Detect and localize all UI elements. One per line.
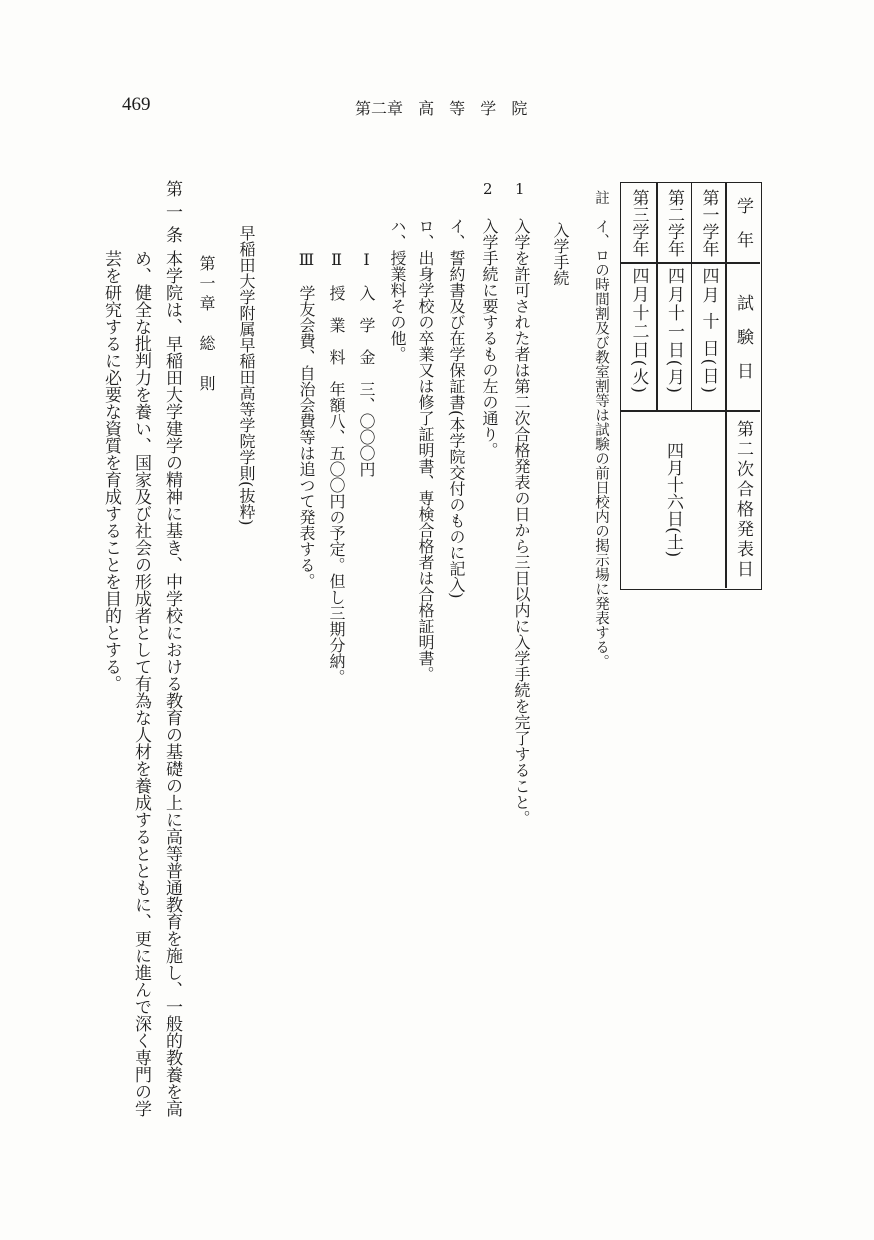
header-announcement: 第二次合格発表日 (733, 419, 753, 580)
requirement-certificate: ロ、出身学校の卒業又は修了証明書、専検合格者は合格証明書。 (416, 218, 435, 682)
fee-association (296, 250, 316, 589)
schedule-table (620, 182, 762, 590)
grade-first-year: 第一学年 (698, 188, 719, 257)
fee-numeral: Ⅰ (357, 250, 376, 269)
fee-label: 入 学 金 (357, 285, 376, 365)
grade-cell (692, 183, 725, 262)
article-line: 芸を研究するに必要な資質を育成することを目的とする。 (101, 250, 121, 692)
requirement-pledge: イ、誓約書及び在学保証書(本学院交付のものに記入) (447, 218, 466, 599)
grade-cell (621, 183, 656, 262)
fee-numeral: Ⅱ (327, 250, 346, 269)
item-number: 1 (515, 180, 525, 198)
fee-tuition (326, 250, 346, 685)
article-line: 本学院は、早稲田大学建学の精神に基き、中学校における教育の基礎の上に高等普通教育を施し、一般的教養を高 (162, 250, 182, 1117)
regulations-title: 早稲田大学附属早稲田高等学院学則(抜粋) (237, 225, 256, 526)
header-exam-date-cell (726, 263, 760, 410)
exam-date-cell (692, 263, 725, 410)
running-head: 第二章 高 等 学 院 (355, 99, 528, 118)
admission-item-text: 入学を許可された者は第二次合格発表の日から三日以内に入学手続を完了すること。 (512, 218, 531, 826)
header-exam-date: 試 験 日 (733, 294, 753, 379)
fee-amount: 学友会費、自治会費等は追つて発表する。 (297, 285, 316, 589)
grade-cell (658, 183, 691, 262)
announcement-date: 四月十六日(土) (663, 441, 683, 558)
header-grade: 学 年 (733, 197, 753, 248)
requirement-fees: ハ、授業料その他。 (388, 218, 407, 362)
fee-label: 授 業 料 (327, 285, 346, 365)
header-grade-cell (726, 183, 760, 262)
table-note (592, 190, 610, 669)
exam-date-second-year: 四月十一日(月) (664, 267, 684, 393)
announcement-date-cell (621, 411, 725, 588)
admission-item-text: 入学手続に要するもの左の通り。 (480, 218, 499, 458)
article-line: め、健全な批判力を養い、国家及び社会の形成者として有為な人材を養成するとともに、更に進んで深く専門の学 (131, 250, 151, 1117)
grade-second-year: 第二学年 (664, 188, 684, 257)
chapter-heading: 第一章 総 則 (197, 255, 216, 395)
exam-date-third-year: 四月十二日(火) (628, 267, 649, 393)
header-announcement-cell (726, 411, 760, 588)
admission-heading: 入学手続 (551, 222, 570, 286)
grade-third-year: 第三学年 (628, 188, 649, 257)
note-text: イ、ロの時間割及び教室割等は試験の前日校内の掲示場に発表する。 (593, 219, 609, 669)
exam-date-cell (658, 263, 691, 410)
fee-numeral: Ⅲ (297, 250, 316, 269)
note-label: 註 (593, 190, 609, 205)
page-number: 469 (122, 94, 151, 115)
exam-date-first-year: 四月 十 日(日) (698, 267, 719, 393)
article-label: 第一条 (162, 180, 182, 249)
exam-date-cell (621, 263, 656, 410)
item-number: 2 (483, 180, 493, 198)
fee-entrance (356, 250, 376, 477)
fee-amount: 年額八、五〇〇円の予定。但し三期分納。 (327, 381, 346, 685)
fee-amount: 三、〇〇〇円 (357, 381, 376, 477)
